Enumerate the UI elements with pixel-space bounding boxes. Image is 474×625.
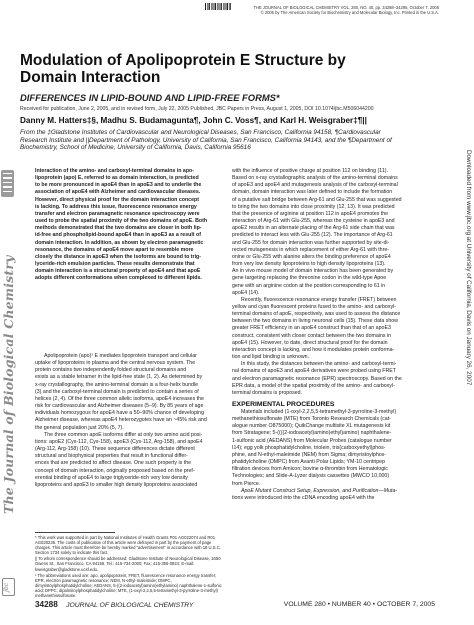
abstract [35,168,225,283]
body-line: of apoE3 and apoE4 and mutagenesis analysis of the carboxyl-terminal [232,182,398,189]
affiliation-line: Research Institute and ||Department of Pathology, University of California, San Francisco, California 94143, and the ¶Department of [20,136,392,144]
download-stamp: Downloaded from www.jbc.org at University of California, Davis on January 26, 2007 [465,150,472,386]
abstract-line: lipoprotein (apo) E, referred to as domain interaction, is predicted [35,175,199,182]
abstract-line: id-free and phospholipid-bound apoE4 than in apoE3 as a result of [35,232,201,239]
intro-line: Alzheimer disease, whereas apoE4 heterozygotes have an ~45% risk and [35,417,207,424]
methods-line: ApoE Mutant Construct Setup, Expression, and Purification—Muta- [241,487,398,494]
body-line: interaction of Arg-61 with Glu-255, whereas the cysteine in apoE3 and [232,218,395,225]
body-line: of a putative salt bridge between Arg-61 and Glu-255 that was suggested [232,196,402,203]
abstract-line: adopts different conformations when complexed to different lipids. [35,275,202,282]
body-line: rected mutagenesis in which replacement of either Arg-61 with thre- [232,246,389,253]
body-line: construct, consistent with closer contact between the two domains in [232,332,392,339]
methods-line: I14); egg yolk phosphatidylcholine, triolein, tris(carboxyethyl)phos- [232,444,386,451]
body-line: tion and lipid binding is unknown. [232,354,310,361]
footnote: * This work was supported in part by National Institutes of Health Grants P01 AG022074 and R01 AG020235. The costs of publication of this article were defrayed in part by the payment of page charges. This article must therefore be hereby marked “advertisement” in accordance with 18 U.S.C. Section 1734 solely to indicate this fact. [35,535,221,556]
methods-line: methanethiosulfonate (MTE) from Toronto Research Chemicals (cat- [232,416,391,423]
body-line: predicted to interact less with Glu-255 (12). The importance of Arg-61 [232,232,393,239]
footnote: ¹ The abbreviations used are: apo, apolipoprotein; FRET, fluorescence resonance energy transfer; EPR, electron paramagnetic resonance; NEM, N-ethyl-maleimide; DMPC, dimyristoylphosphatidylcholine; AEDANS, 5-((2-iodoacetyl)amino)ethylamino) naphthalene-1-sulfonic acid; DPPC, dipalmitoylphosphatidylcholine; MTE, (1-oxyl-2,2,5,5-tetramethyl-3-pyrroline-3-methyl) methanethiosulfonate. [35,572,222,599]
body-line: from very low density lipoproteins to high density lipoproteins (13). [232,261,386,268]
body-line: Based on x-ray crystallographic analysis of the amino-terminal domains [232,175,398,182]
jbc-logo-icon [1,170,14,197]
title-line: Modulation of Apolipoprotein E Structure by [20,52,346,69]
intro-line: (3) and the carboxyl-terminal domain is predicted to contain a series of [35,388,199,395]
right-column [232,168,424,502]
section-heading: EXPERIMENTAL PROCEDURES [232,401,335,408]
methods-line: filtration devices from Amicon; bovine α-thrombin from Hematologic [232,466,388,473]
body-line: gene with an arginine codon at the position corresponding to 61 in [232,282,386,289]
abstract-line: transfer and electron paramagnetic resonance spectroscopy were [35,210,200,217]
abstract-line: resonance, the domains of apoE4 move apart to resemble more [35,246,194,253]
abstract-line: to be more pronounced in apoE4 than in apoE3 and to underlie the [35,182,202,189]
body-line: nal domains of apoE3 and apoE4 derivatives were probed using FRET [232,368,397,375]
abstract-line: domain interaction is a structural property of apoE4 and that apoE [35,268,201,275]
body-line: EPR data, a model of the spatial proximity of the amino- and carboxyl- [232,382,395,389]
body-line: yellow and cyan fluorescent proteins fused to the amino- and carboxyl- [232,303,397,310]
affiliations [20,129,440,152]
affiliation-line: From the ‡Gladstone Institutes of Cardiovascular and Neurological Diseases, San Francisco, California 94158, ¶Cardiovascular [20,129,381,136]
body-line: to bring the two domains into close proximity (12, 13). It was predicted [232,203,395,210]
intro-line: The three common apoE isoforms differ at only two amino acid posi- [44,431,203,438]
page-number: 34288 [35,600,58,609]
barcode-graphic [205,3,231,10]
jbc-badge: jbc [2,578,15,596]
journal-header [229,5,439,15]
methods-line: phatidylcholine (DMPC) from Avanti Polar Lipids; YM-10 centripep [232,459,386,466]
body-line: between the two domains in living neuronal cells (15). These data show [232,318,398,325]
footnote-divider [35,532,115,533]
methods-line: phine, and N-ethyl-maleimide (NEM) from Sigma; dimyristoylphos- [232,451,387,458]
methods-line: Technologies; and Slide-A-Lyzer dialysis cassettes (MWCO 10,000) [232,473,390,480]
methods-line: from Stratagene; 5-((((2-iodoacetyl)amino)ethyl)amino) naphthalene- [232,430,392,437]
body-line: terminal domains is proposed. [232,389,303,396]
introduction [35,353,225,489]
intro-line: x-ray crystallography, the amino-terminal domain is a four-helix bundle [35,381,199,388]
abstract-line: closely the distance in apoE3 when the isoforms are bound to trig- [35,253,201,260]
body-line: terminal domains of apoE, respectively, was used to assess the distance [232,311,401,318]
body-line: and electron paramagnetic resonance (EPR) spectroscopy. Based on the [232,375,402,382]
intro-line: uptake of lipoproteins in plasma and the central nervous system. The [35,360,196,367]
article-subtitle: DIFFERENCES IN LIPID-BOUND AND LIPID-FREE FORMS* [20,92,280,103]
body-line: apoE4 (14). [232,289,260,296]
intro-line: (Arg-112, Arg-158) (10). These sequence differences dictate different [35,446,195,453]
journal-sidebar-logo [0,170,16,600]
footnotes [35,535,225,599]
intro-line: helices (2, 4). Of the three common allelic isoforms, apoE4 increases the [35,395,204,402]
abstract-line: lyceride-rich emulsion particles. These results demonstrate that [35,261,195,268]
header-line: THE JOURNAL OF BIOLOGICAL CHEMISTRY VOL. 280, NO. 40, pp. 34288–34295, October 7, 2005 [253,5,439,10]
title-line: Domain Interaction [20,69,161,86]
body-line: domain, domain interaction was later defined to include the formation [232,189,393,196]
body-line: and Glu-255 for domain interaction was further supported by site-di- [232,239,390,246]
intro-line: lipoproteins and apoE3 to smaller high density lipoproteins associated [35,481,198,488]
body-line: that the presence of arginine at position 112 in apoE4 promotes the [232,210,389,217]
intro-line: risk for cardiovascular and Alzheimer diseases (5–9). By 85 years of age [35,403,204,410]
body-line: An in vivo mouse model of domain interaction has been generated by [232,268,394,275]
intro-line: ences that are predicted to affect disease. One such property is the [35,460,192,467]
abstract-line: used to probe the spatial proximity of the two domains of apoE. Both [35,218,208,225]
header-line: © 2005 by The American Society for Biochemistry and Molecular Biology, Inc. Printed in the U.S.A. [260,10,439,16]
methods-line: 1-sulfonic acid (AEDANS) from Molecular Probes (catalogue number [232,437,392,444]
body-line: apoE2 results in an alternate placing of the Arg-61 side chain that was [232,225,395,232]
body-line: interaction concept is lacking, and how it modulates protein conforma- [232,346,395,353]
abstract-line: Interaction of the amino- and carboxyl-terminal domains in apo- [35,168,194,174]
abstract-line: domain interaction. In addition, as shown by electron paramagnetic [35,239,204,246]
methods-line: tions were introduced into the cDNA encoding apoE4 with the [232,494,375,501]
body-line: In this study, the distances between the amino- and carboxyl-termi- [241,361,397,368]
intro-line: tions: apoE2 (Cys-112, Cys-158), apoE3 (Cys-112, Arg-158), and apoE4 [35,438,203,445]
intro-line: Apolipoprotein (apo)¹ E mediates lipoprotein transport and cellular [44,353,197,359]
author-list: Danny M. Hatters‡§, Madhu S. Budamagunta¶, John C. Voss¶, and Karl H. Weisgraber‡¶|| [20,116,367,125]
body-line: onine or Glu-255 with alanine alters the binding preference of apoE4 [232,253,391,260]
methods-line: alogue number O875000); QuikChange multisite XL mutagenesis kit [232,423,391,430]
intro-line: protein contains two independently folded structural domains and [35,367,187,374]
abstract-line: is lacking. To address this issue, fluorescence resonance energy [35,203,197,210]
footnote: || To whom correspondence should be addressed: Gladstone Institute of Neurological Disease, 1650 Owens St., San Francisco, CA 94158. Tel.: 415-734-2000; Fax: 415-355-0824; E-mail: kweisgraber@gladstone.ucsf.edu. [35,556,221,572]
page-footer [35,599,435,611]
body-line: gene targeting replacing the threonine codon in the wild-type Apoe [232,275,387,282]
abstract-line: methods demonstrated that the two domains are closer in both lip- [35,225,202,232]
footer-journal: JOURNAL OF BIOLOGICAL CHEMISTRY [66,602,194,609]
intro-line: structural and biophysical properties that result in functional differ- [35,453,188,460]
body-line: greater FRET efficiency in an apoE4 construct than that of an apoE3 [232,325,391,332]
intro-line: exists as a stable tetramer in the lipid-free state (1, 2). As determined by [35,374,203,381]
abstract-line: association of apoE4 with Alzheimer and cardiovascular diseases. [35,189,201,196]
footer-volume: VOLUME 280 • NUMBER 40 • OCTOBER 7, 2005 [283,601,435,608]
methods-line: Materials included (1-oxyl-2,2,5,5-tetramethyl-3-pyrroline-3-methyl) [241,409,397,415]
abstract-line: However, direct physical proof for the domain interaction concept [35,196,199,203]
intro-line: concept of domain interaction, originally proposed based on the pref- [35,467,195,474]
body-line: apoE4 (15). However, to date, direct structural proof for the domain [232,339,388,346]
methods-line: from Pierce. [232,480,261,487]
affiliation-line: Biochemistry, School of Medicine, University of California, Davis, California 95616 [20,144,251,152]
received-dates: Received for publication, June 2, 2005, and in revised form, July 22, 2005 Published, JBC Papers in Press, August 1, 2005, DOI 10.1074/jbc.M506044200 [20,106,374,112]
intro-line: individuals homozygous for apoE4 have a 50–90% chance of developing [35,410,204,417]
sidebar-journal-name: The Journal of Biological Chemistry [1,255,16,515]
body-line: with the influence of positive charge at position 112 on binding (11). [232,168,388,174]
article-title [20,52,430,86]
body-line: Recently, fluorescence resonance energy transfer (FRET) between [241,296,397,303]
intro-line: the general population just 20% (5, 7). [35,424,124,431]
intro-line: erential binding of apoE4 to large triglyceride-rich very low density [35,474,188,481]
